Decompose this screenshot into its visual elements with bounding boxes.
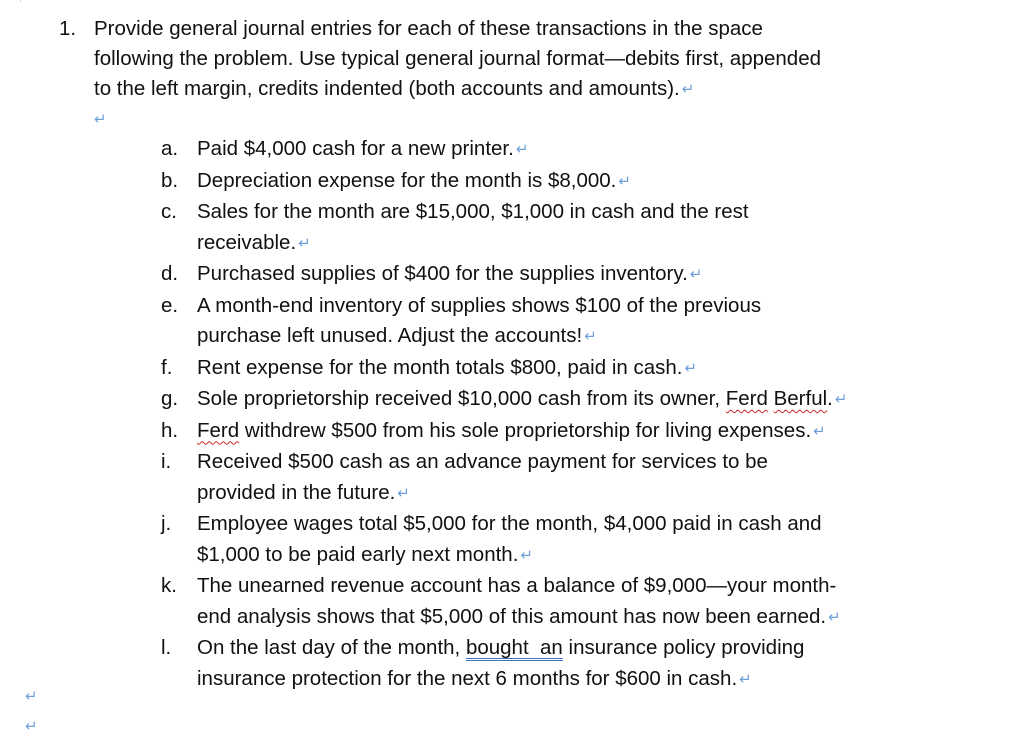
item-letter: i. xyxy=(161,450,172,473)
grammar-flagged-phrase[interactable]: bought an xyxy=(465,636,563,659)
list-item-g[interactable] xyxy=(0,384,1024,416)
list-item-e[interactable] xyxy=(0,291,1024,353)
transaction-list xyxy=(0,134,1024,695)
item-text-line-2: receivable. ↵ xyxy=(197,228,977,260)
list-item-f[interactable] xyxy=(0,353,1024,385)
paragraph-mark-icon: ↵ xyxy=(834,390,848,408)
paragraph-mark-icon: ↵ xyxy=(515,140,529,158)
item-text-line-1: On the last day of the month, bought an insurance policy providing xyxy=(197,636,805,659)
item-letter: j. xyxy=(161,512,172,535)
question-line-1: Provide general journal entries for each of these transactions in the space xyxy=(94,17,763,40)
item-letter: c. xyxy=(161,200,177,223)
item-text: Paid $4,000 cash for a new printer. ↵ xyxy=(197,134,977,166)
question-line-2: following the problem. Use typical general journal format—debits first, appended xyxy=(94,47,821,70)
item-letter: d. xyxy=(161,262,179,285)
paragraph-mark-icon: ↵ xyxy=(25,717,38,735)
question-number: 1. xyxy=(59,17,77,40)
paragraph-mark-icon: ↵ xyxy=(25,687,38,705)
item-text-line-2: $1,000 to be paid early next month. ↵ xyxy=(197,540,977,572)
item-text-line-1: Employee wages total $5,000 for the month, $4,000 paid in cash and xyxy=(197,512,822,535)
paragraph-mark-icon: ↵ xyxy=(684,358,698,377)
item-text: Depreciation expense for the month is $8,000. ↵ xyxy=(197,166,977,198)
item-text-line-1: A month-end inventory of supplies shows $100 of the previous xyxy=(197,293,762,317)
question-text[interactable] xyxy=(94,14,974,105)
paragraph-mark-icon: ↵ xyxy=(739,669,752,688)
question-line-3: to the left margin, credits indented (both accounts and amounts). ↵ xyxy=(94,74,974,105)
list-item-b[interactable] xyxy=(0,166,1024,198)
paragraph-mark-icon: ↵ xyxy=(584,327,597,345)
list-item-d[interactable] xyxy=(0,259,1024,291)
item-text-line-2: purchase left unused. Adjust the accounts! ↵ xyxy=(197,321,977,353)
paragraph-mark-icon: ↵ xyxy=(828,607,841,626)
spelling-flagged-word[interactable]: Ferd xyxy=(725,387,768,410)
item-text: Ferd withdrew $500 from his sole proprietorship for living expenses. ↵ xyxy=(197,416,977,448)
paragraph-mark-icon: ↵ xyxy=(397,483,410,502)
item-text-line-2: provided in the future. ↵ xyxy=(197,478,977,510)
list-item-i[interactable] xyxy=(0,447,1024,509)
paragraph-mark-icon: ↵ xyxy=(618,171,631,190)
paragraph-mark-icon: ↵ xyxy=(689,265,703,283)
empty-paragraph[interactable] xyxy=(23,714,38,739)
empty-paragraph[interactable] xyxy=(23,684,38,709)
item-letter: a. xyxy=(161,137,179,160)
paragraph-mark-icon: ↵ xyxy=(813,421,826,440)
empty-paragraph[interactable] xyxy=(92,104,107,135)
item-letter: k. xyxy=(161,574,177,597)
list-item-j[interactable] xyxy=(0,509,1024,571)
item-letter: h. xyxy=(161,418,179,442)
list-item-h[interactable] xyxy=(0,416,1024,448)
paragraph-mark-icon: ↵ xyxy=(681,80,695,98)
item-text: Purchased supplies of $400 for the supplies inventory. ↵ xyxy=(197,259,977,291)
item-letter: e. xyxy=(161,293,179,317)
item-letter: b. xyxy=(161,168,179,192)
item-text-line-2: insurance protection for the next 6 months for $600 in cash. ↵ xyxy=(197,664,977,696)
item-letter: g. xyxy=(161,387,179,410)
item-letter: f. xyxy=(161,355,173,379)
item-text-line-1: Received $500 cash as an advance payment for services to be xyxy=(197,450,768,473)
list-item-c[interactable] xyxy=(0,197,1024,259)
list-item-a[interactable] xyxy=(0,134,1024,166)
item-text: Rent expense for the month totals $800, paid in cash. ↵ xyxy=(197,353,977,385)
list-item-l[interactable] xyxy=(0,633,1024,695)
item-text-line-1: The unearned revenue account has a balance of $9,000—your month- xyxy=(197,574,837,597)
paragraph-mark-icon: ↵ xyxy=(298,233,311,252)
item-text: Sole proprietorship received $10,000 cash from its owner, Ferd Berful. ↵ xyxy=(197,384,977,416)
item-text-line-1: Sales for the month are $15,000, $1,000 in cash and the rest xyxy=(197,200,749,223)
paragraph-mark-icon: ↵ xyxy=(94,110,107,128)
item-text-line-2: end analysis shows that $5,000 of this amount has now been earned. ↵ xyxy=(197,602,977,634)
paragraph-mark-icon: ↵ xyxy=(520,545,533,564)
spelling-flagged-word[interactable]: Ferd xyxy=(197,418,240,442)
spelling-flagged-word[interactable]: Berful xyxy=(773,387,828,410)
page-corner-mark xyxy=(20,0,27,2)
list-item-k[interactable] xyxy=(0,571,1024,633)
item-letter: l. xyxy=(161,636,172,659)
